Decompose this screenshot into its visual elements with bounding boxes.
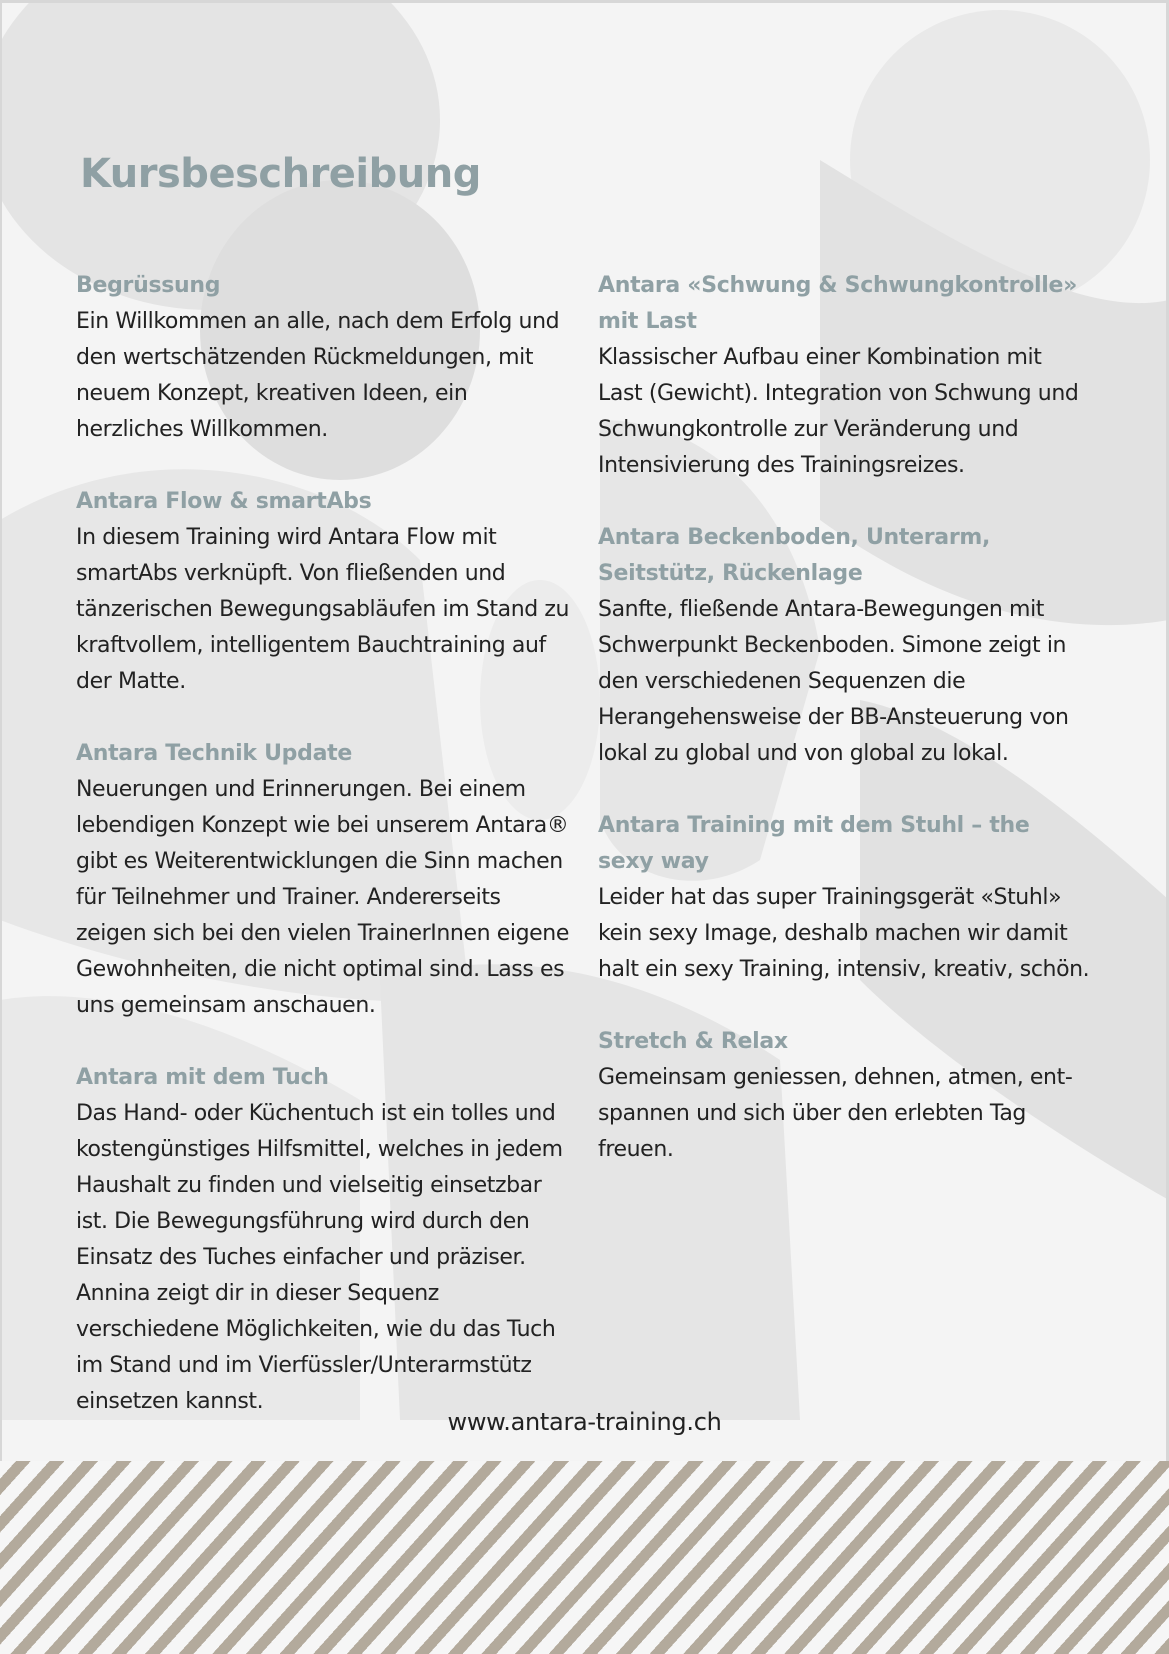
section-stuhl — [598, 808, 1090, 988]
right-column — [598, 268, 1090, 1204]
section-text: In diesem Training wird Antara Flow mit smartAbs verknüpft. Von fließenden und tänzerischen Bewegungsabläufen im Stand zu kraftvollem, intelligentem Bauchtraining auf der Matte. — [76, 525, 570, 694]
section-text: Das Hand- oder Küchentuch ist ein tolles und kostengünstiges Hilfsmittel, welches in jedem Haushalt zu finden und vielseitig einsetzbar ist. Die Bewegungsführung wird durch den Einsatz des Tuches einfacher und präziser. Annina zeigt dir in dieser Sequenz verschiedene Möglichkeiten, wie du das Tuch im Stand und im Vierfüssler/Unterarmstütz einsetzen kannst. — [76, 1101, 563, 1414]
section-text: Leider hat das super Trainingsgerät «Stuhl» kein sexy Image, deshalb machen wir damit halt ein sexy Training, intensiv, kreativ, schön. — [598, 885, 1090, 982]
section-heading: Begrüssung — [76, 273, 221, 298]
section-tuch — [76, 1060, 574, 1420]
section-heading: Stretch & Relax — [598, 1029, 788, 1054]
page-title: Kursbeschreibung — [80, 150, 481, 197]
section-text: Neuerungen und Erinnerungen. Bei einem lebendigen Konzept wie bei unserem Antara® gibt es Weiterentwicklungen die Sinn machen für Teilnehmer und Trainer. Andererseits zeigen sich bei den vielen TrainerInnen eigene Gewohnheiten, die nicht optimal sind. Lass es uns gemeinsam anschauen. — [76, 777, 569, 1018]
website-link[interactable]: www.antara-training.ch — [447, 1408, 722, 1436]
section-text: Sanfte, fließende Antara-Bewegungen mit Schwerpunkt Beckenboden. Simone zeigt in den verschiedenen Sequenzen die Herangehensweise der BB-Ansteuerung von lokal zu global und von global zu lokal. — [598, 597, 1069, 766]
diagonal-stripe-band — [0, 1461, 1169, 1654]
section-flow-smartabs — [76, 484, 574, 700]
left-column — [76, 268, 574, 1456]
section-heading: Antara mit dem Tuch — [76, 1065, 329, 1090]
section-schwung-last — [598, 268, 1090, 484]
section-heading: Antara Flow & smartAbs — [76, 489, 372, 514]
section-text: Gemeinsam geniessen, dehnen, atmen, entspannen und sich über den erlebten Tag freuen. — [598, 1065, 1073, 1162]
frame-top-border — [0, 0, 1169, 3]
section-text: Ein Willkommen an alle, nach dem Erfolg und den wertschätzenden Rückmeldungen, mit neuem Konzept, kreativen Ideen, ein herzliches Willkommen. — [76, 309, 560, 442]
frame-left-border — [0, 0, 2, 1461]
section-heading: Antara Beckenboden, Unterarm, Seitstütz, Rückenlage — [598, 525, 991, 586]
section-text: Klassischer Aufbau einer Kombination mit Last (Gewicht). Integration von Schwung und Schwungkontrolle zur Veränderung und Intensivierung des Trainingsreizes. — [598, 345, 1079, 478]
section-beckenboden — [598, 520, 1090, 772]
section-begruessung — [76, 268, 574, 448]
section-technik-update — [76, 736, 574, 1024]
section-stretch-relax — [598, 1024, 1090, 1168]
section-heading: Antara «Schwung & Schwungkontrolle» mit Last — [598, 273, 1078, 334]
section-heading: Antara Training mit dem Stuhl – the sexy way — [598, 813, 1030, 874]
section-heading: Antara Technik Update — [76, 741, 352, 766]
